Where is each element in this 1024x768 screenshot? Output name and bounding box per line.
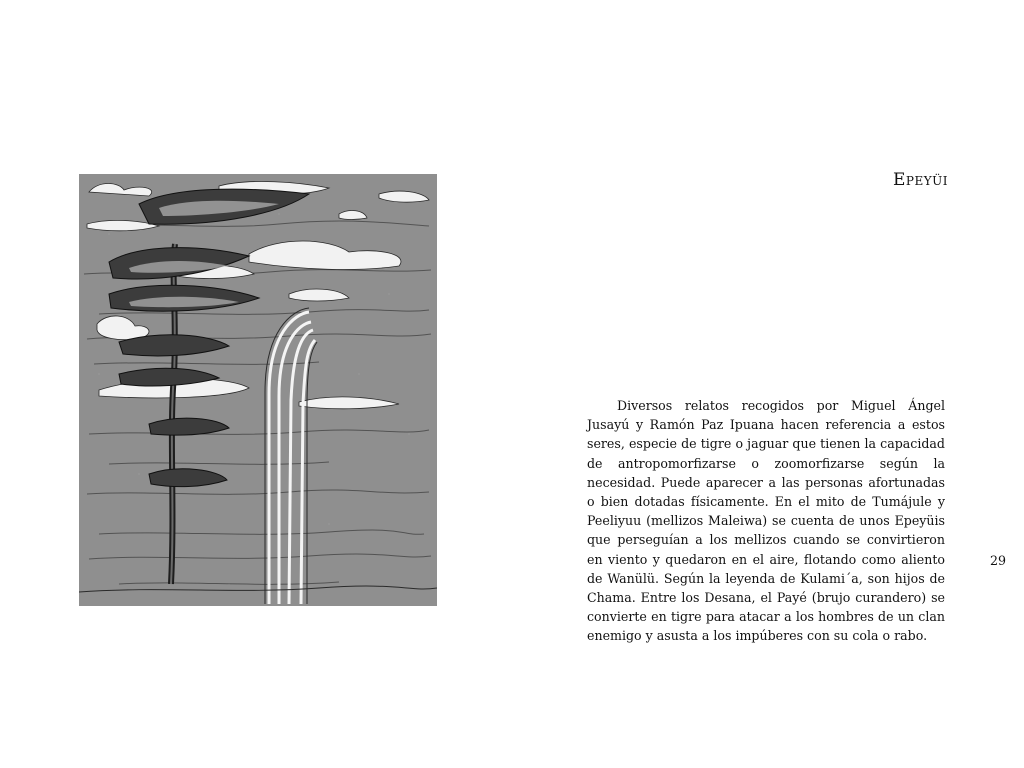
page-title: EPEYÜI [892,170,948,190]
tree-wind-drawing-icon [79,174,437,606]
illustration-tree-in-wind [79,174,437,606]
body-text [587,396,945,646]
page-number: 29 [990,553,1007,568]
body-paragraph: Diversos relatos recogidos por Miguel Ángel Jusayú y Ramón Paz Ipuana hacen referencia a estos seres, especie de tigre o jaguar que tienen la capacidad de antropomorfizarse o zoomorfizarse según la necesidad. Puede aparecer a las personas afortunadas o bien dotadas físicamente. En el mito de Tumájule y Peeliyuu (mellizos Maleiwa) se cuenta de unos Epeyüis que perseguían a los mellizos cuando se convirtieron en viento y quedaron en el aire, flotando como aliento de Wanülü. Según la leyenda de Kulami´a, son hijos de Chama. Entre los Desana, el Payé (brujo curandero) se convierte en tigre para atacar a los hombres de un clan enemigo y asusta a los impúberes con su cola o rabo. [587,398,945,644]
